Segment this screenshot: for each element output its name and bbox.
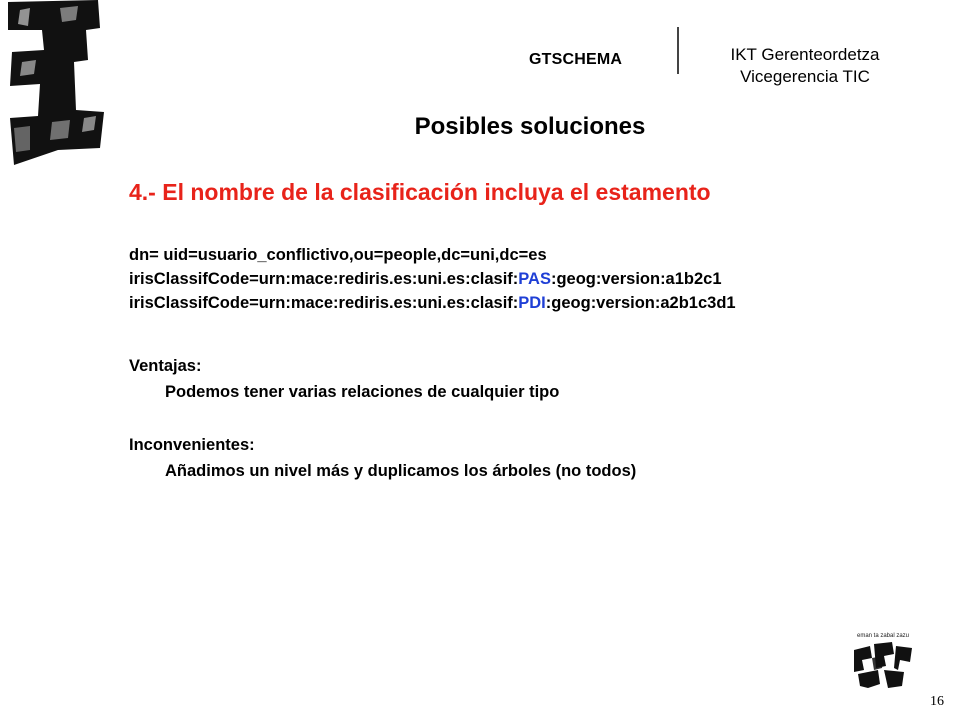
classif-prefix: irisClassifCode=urn:mace:rediris.es:uni.es:clasif: [129,294,519,312]
brush-stroke-logo-icon [0,0,110,170]
classif-code-line-pdi [129,291,736,315]
slide-subtitle: 4.- El nombre de la clasificación incluya el estamento [129,179,711,205]
classif-prefix: irisClassifCode=urn:mace:rediris.es:uni.es:clasif: [129,270,519,288]
header-divider [677,27,679,74]
inconvenientes-item: Añadimos un nivel más y duplicamos los árboles (no todos) [165,462,637,480]
page-number: 16 [930,694,944,709]
org-line-2: Vicegerencia TIC [740,67,870,86]
classif-highlight-pas: PAS [518,270,551,288]
ventajas-label: Ventajas: [129,357,202,375]
inconvenientes-section [129,432,636,484]
classif-highlight-pdi: PDI [518,294,546,312]
ventajas-section [129,353,559,405]
university-logo [848,632,918,692]
logo-tagline: eman ta zabal zazu [856,633,910,639]
ldap-entry-block [129,243,736,315]
ventajas-item: Podemos tener varias relaciones de cualquier tipo [165,383,560,401]
organization-block [700,44,910,88]
classif-suffix: :geog:version:a2b1c3d1 [545,294,736,312]
header-left-label: GTSCHEMA [529,51,623,68]
org-line-1: IKT Gerenteordetza [730,45,880,64]
classif-code-line-pas [129,267,736,291]
inconvenientes-label: Inconvenientes: [129,436,255,454]
upv-ehu-logo-icon [848,640,918,690]
dn-line: dn= uid=usuario_conflictivo,ou=people,dc=uni,dc=es [129,246,547,264]
classif-suffix: :geog:version:a1b2c1 [550,270,722,288]
slide-title: Posibles soluciones [414,113,646,140]
